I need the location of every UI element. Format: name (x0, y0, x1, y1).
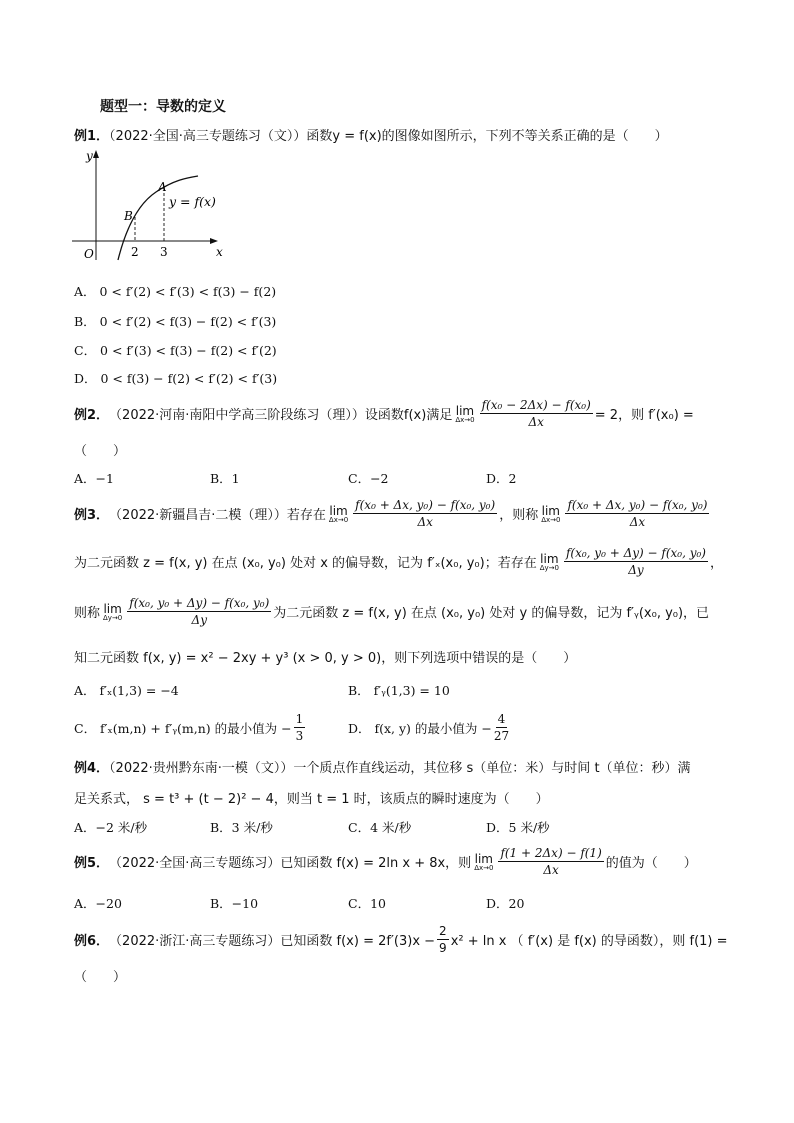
question-text: 为二元函数 z = f(x, y) 在点 (x₀, y₀) 处对 y 的偏导数，记为 f′ᵧ(x₀, y₀)，已 (273, 606, 710, 621)
tick-label-2: 2 (131, 245, 139, 259)
x-axis-label: x (216, 245, 223, 259)
x-axis-arrow (210, 238, 218, 244)
question-text-end: 的值为（ ） (605, 856, 697, 871)
option-d[interactable]: D．2 (486, 471, 517, 486)
fraction: $\frac{2}{9}$ (439, 924, 447, 955)
example-label: 例4． (74, 761, 110, 776)
example-label: 例3． (74, 508, 110, 523)
example-1-stem (74, 125, 668, 144)
question-text: 已知函数 f(x) = 2ln x + 8x，则 (280, 856, 472, 871)
example-6-stem (74, 924, 728, 955)
example-3-line-4: 知二元函数 f(x, y) = x² − 2xy + y³ (x > 0, y > 0)，则下列选项中错误的是（ ） (74, 651, 577, 666)
answer-paren: （ ） (74, 970, 127, 985)
option-d[interactable]: D． 0 < f(3) − f(2) < f′(2) < f′(3) (74, 371, 278, 386)
question-text: 设函数f(x)满足 (364, 408, 453, 423)
option-b[interactable]: B．3 米/秒 (210, 820, 273, 835)
example-label: 例2． (74, 408, 110, 423)
question-text: 则称 (74, 606, 101, 621)
tick-label-3: 3 (160, 245, 168, 259)
example-label: 例1． (74, 129, 110, 144)
option-c[interactable]: C．10 (348, 896, 386, 911)
section-title: 题型一：导数的定义 (100, 99, 226, 115)
option-a[interactable]: A．−2 米/秒 (74, 820, 148, 835)
point-b-label: B (124, 209, 133, 223)
question-text-end: = 2，则 f′(x₀) = (594, 408, 694, 423)
question-text: 函数y = f(x)的图像如图所示，下列不等关系正确的是（ ） (306, 129, 668, 144)
answer-paren: （ ） (74, 444, 127, 459)
question-text: ， (709, 556, 723, 571)
option-a[interactable]: A． 0 < f′(2) < f′(3) < f(3) − f(2) (74, 284, 277, 299)
example-source: （2022·贵州黔东南·一模（文）） (109, 761, 294, 776)
fraction-y: $\frac{\text{f(x₀, y₀ + Δy) − f(x₀, y₀)}}{\Delta y}$ (129, 596, 270, 627)
fraction-x: $\frac{\text{f(x₀ + Δx, y₀) − f(x₀, y₀)}}{\Delta x}$ (567, 498, 708, 529)
limit-operator: lim Δy→0 (539, 551, 559, 572)
option-b[interactable]: B． f′ᵧ(1,3) = 10 (348, 683, 450, 698)
example-source: （2022·全国·高三专题练习（文）） (109, 129, 307, 144)
fraction: $\frac{\text{f(x₀ − 2Δx) − f(x₀)}}{\Delta x}$ (481, 398, 591, 429)
question-text: 已知函数 f(x) = 2f′(3)x − (280, 934, 436, 949)
option-a[interactable]: A．−1 (74, 471, 114, 486)
example-source: （2022·新疆昌吉·二模（理）） (109, 508, 287, 523)
y-axis-label: y (86, 149, 93, 163)
fraction: $\frac{4}{27}$ (493, 712, 510, 743)
option-a[interactable]: A． f′ₓ(1,3) = −4 (74, 683, 179, 698)
option-a[interactable]: A．−20 (74, 896, 122, 911)
option-c[interactable]: C．−2 (348, 471, 389, 486)
limit-operator: lim Δx→0 (541, 503, 561, 524)
example-5-stem (74, 846, 697, 877)
question-text: ，则称 (499, 508, 539, 523)
example-label: 例6． (74, 934, 110, 949)
point-a-label: A (158, 180, 167, 194)
option-c[interactable]: C．4 米/秒 (348, 820, 412, 835)
option-b[interactable]: B．−10 (210, 896, 259, 911)
option-d[interactable]: D． f(x, y) 的最小值为 − $\frac{4}{27}$ (348, 712, 510, 743)
fraction: $\frac{1}{3}$ (295, 712, 304, 743)
option-b[interactable]: B．1 (210, 471, 240, 486)
origin-label: O (84, 247, 94, 261)
option-c[interactable]: C． 0 < f′(3) < f(3) − f(2) < f′(2) (74, 343, 277, 358)
limit-operator: lim Δx→0 (328, 503, 349, 524)
example-source: （2022·全国·高三专题练习） (109, 856, 281, 871)
question-text: 一个质点作直线运动，其位移 s（单位：米）与时间 t（单位：秒）满 (293, 761, 691, 776)
example-4-line-2: 足关系式， s = t³ + (t − 2)² − 4，则当 t = 1 时，该质点的瞬时速度为（ ） (74, 792, 549, 807)
example-2-stem (74, 398, 694, 429)
curve-label: y = f(x) (169, 194, 216, 209)
fraction-y: $\frac{\text{f(x₀, y₀ + Δy) − f(x₀, y₀)}}{\Delta y}$ (565, 546, 706, 577)
question-text: 若存在 (286, 508, 326, 523)
example-source: （2022·河南·南阳中学高三阶段练习（理）） (109, 408, 365, 423)
example-source: （2022·浙江·高三专题练习） (109, 934, 281, 949)
limit-operator: lim Δy→0 (103, 601, 123, 622)
example-4-line-1 (74, 757, 691, 776)
option-d[interactable]: D．20 (486, 896, 525, 911)
option-d[interactable]: D．5 米/秒 (486, 820, 550, 835)
example-3-line-1 (74, 498, 711, 529)
limit-operator: lim Δx→0 (474, 851, 494, 872)
example-3-line-3 (74, 596, 709, 627)
option-c[interactable]: C． f′ₓ(m,n) + f′ᵧ(m,n) 的最小值为 − $\frac{1}{3}$ (74, 712, 304, 743)
question-text: 为二元函数 z = f(x, y) 在点 (x₀, y₀) 处对 x 的偏导数，记为 f′ₓ(x₀, y₀)；若存在 (74, 556, 537, 571)
fraction-x: $\frac{\text{f(x₀ + Δx, y₀) − f(x₀, y₀)}}{\Delta x}$ (355, 498, 496, 529)
fraction: $\frac{f(1 + 2\Delta x) - f(1)}{\Delta x}$ (500, 846, 602, 877)
example-label: 例5． (74, 856, 110, 871)
option-b[interactable]: B． 0 < f′(2) < f(3) − f(2) < f′(3) (74, 314, 277, 329)
example-3-line-2 (74, 546, 723, 577)
limit-operator: lim Δx→0 (455, 403, 475, 424)
function-graph (68, 148, 238, 263)
question-text-end: x² + ln x （ f′(x) 是 f(x) 的导函数），则 f(1) = (450, 934, 728, 949)
y-axis-arrow (93, 150, 99, 158)
